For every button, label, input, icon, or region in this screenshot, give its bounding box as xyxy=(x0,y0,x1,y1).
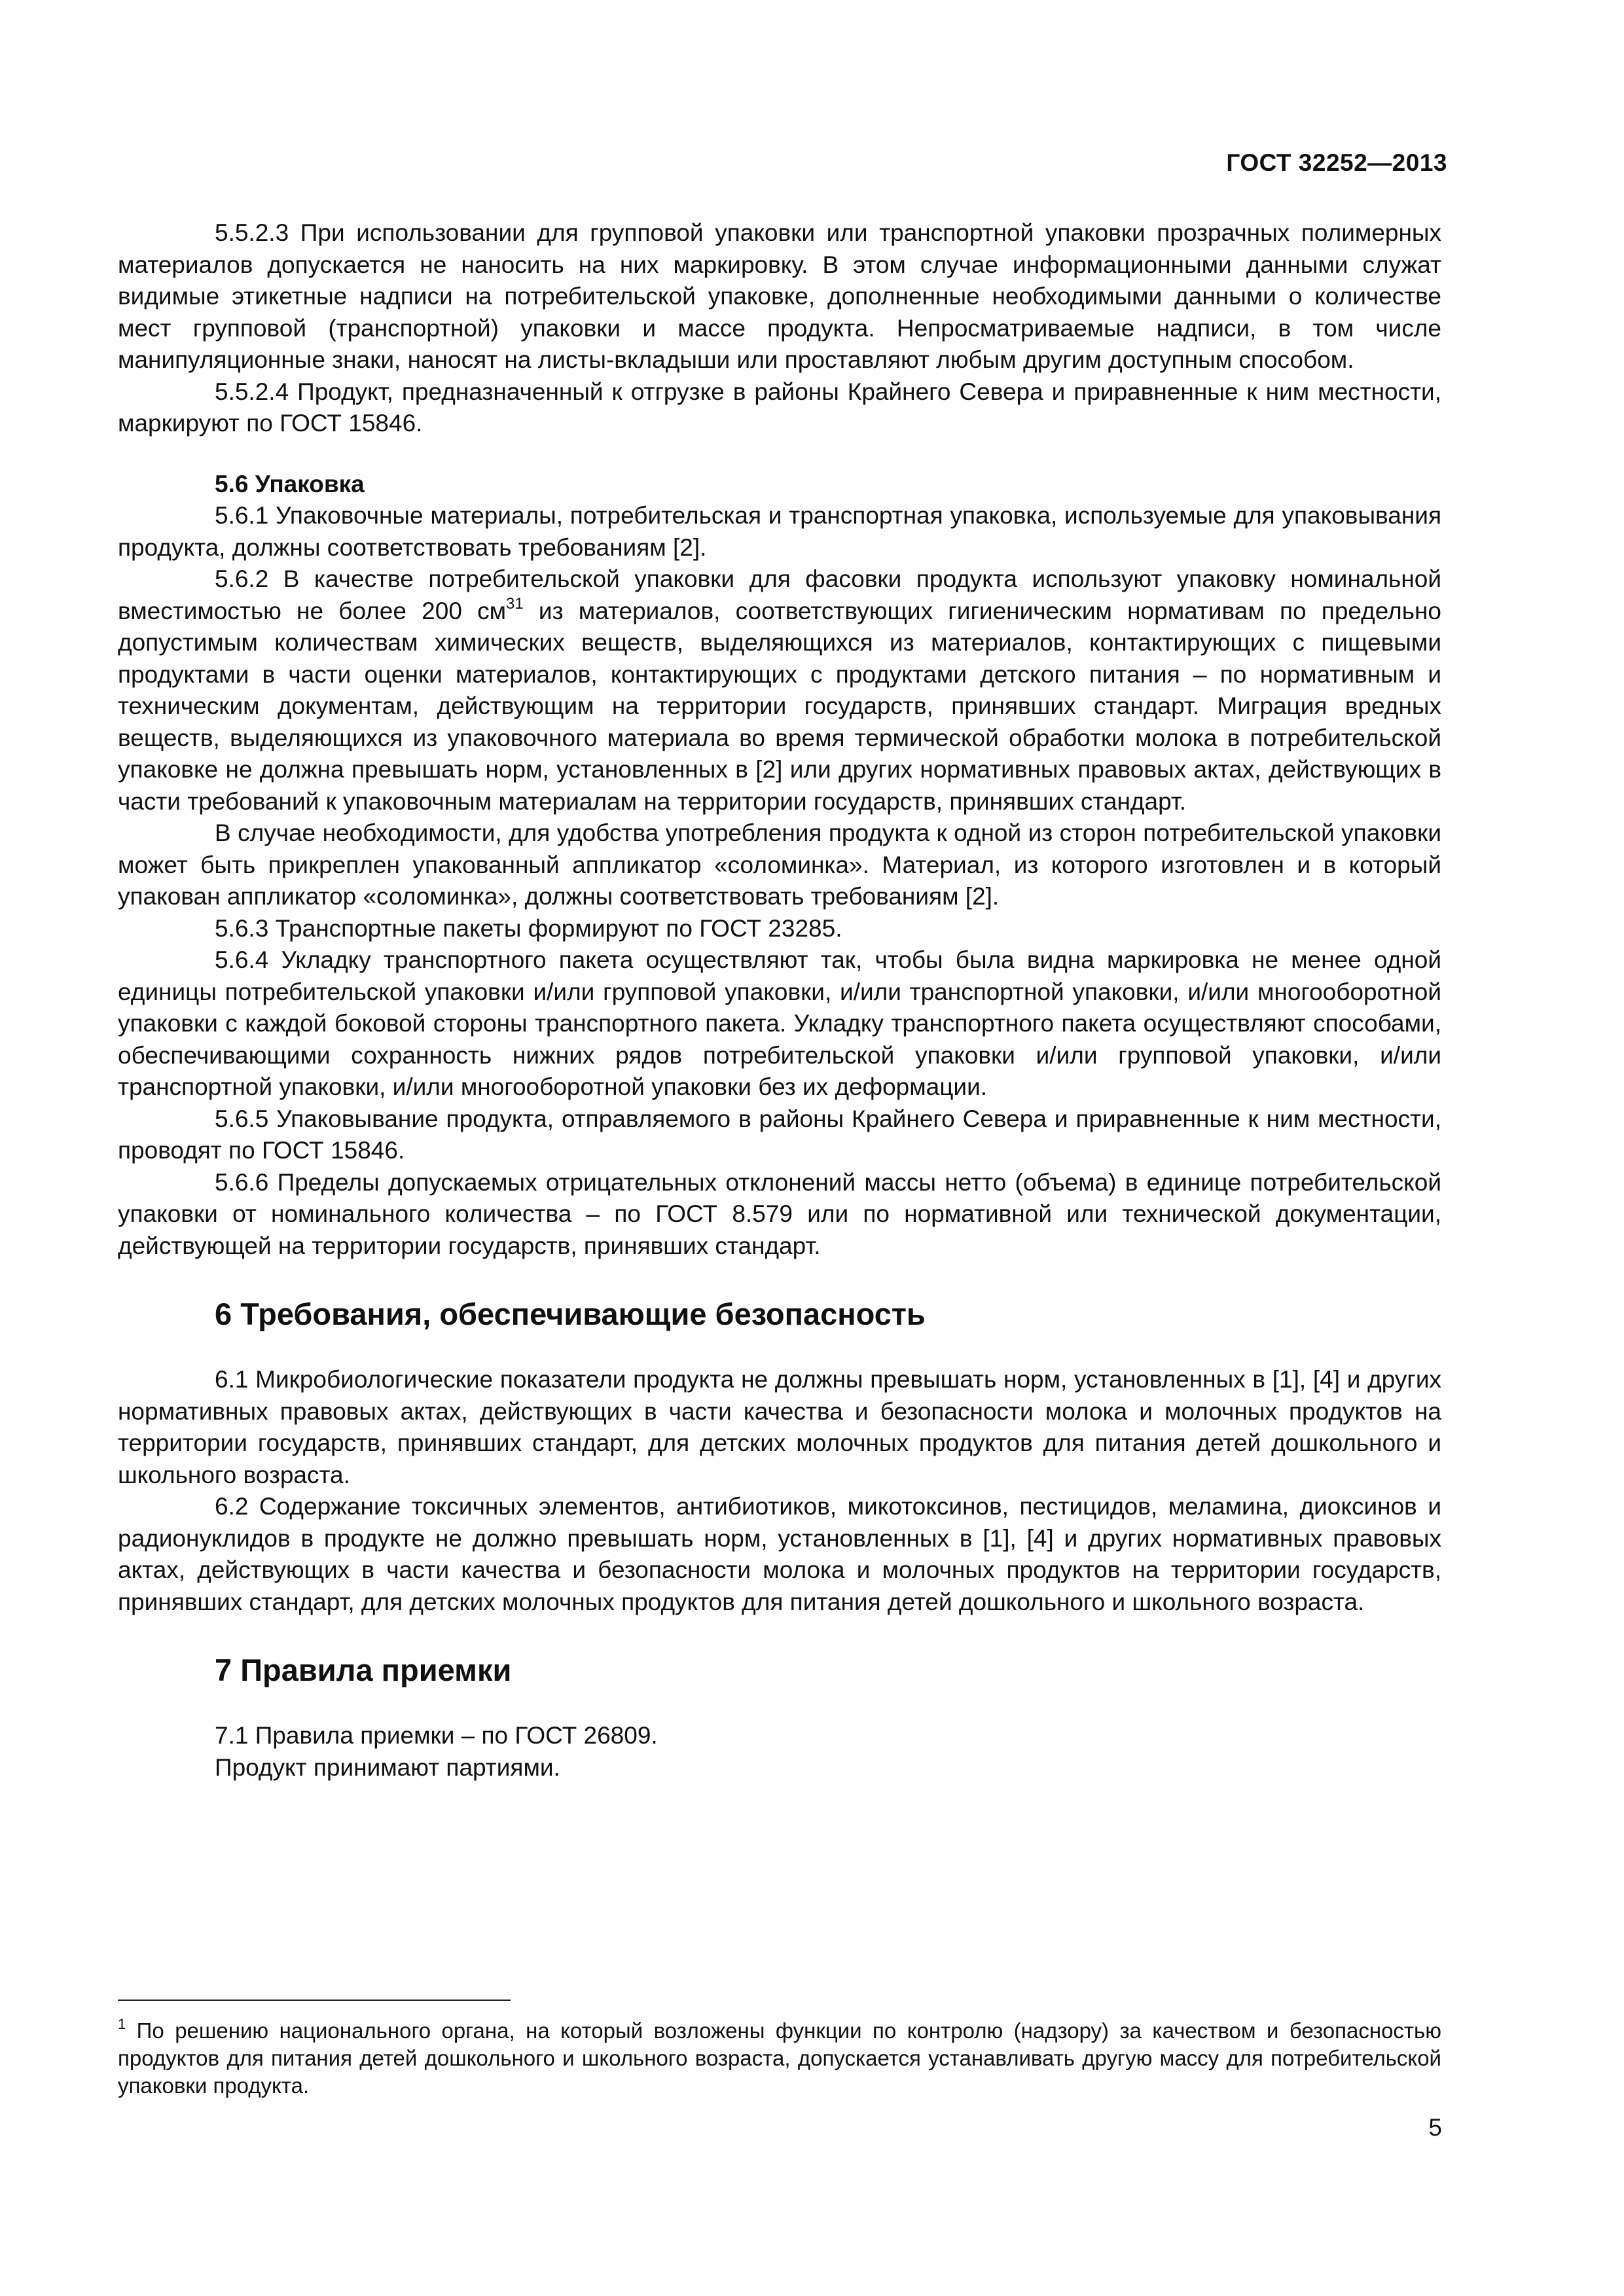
paragraph-5-6-3: 5.6.3 Транспортные пакеты формируют по ГОСТ 23285. xyxy=(215,914,842,942)
footnote-divider xyxy=(118,2000,511,2001)
footnote xyxy=(118,2017,1441,2100)
paragraph-5-6-1: 5.6.1 Упаковочные материалы, потребительская и транспортная упаковка, используемые для упаковывания продукта, должны соответствовать требованиям [2]. xyxy=(118,502,1441,561)
page-number: 5 xyxy=(1428,2114,1442,2141)
paragraph-5-6-2-straw: В случае необходимости, для удобства употребления продукта к одной из сторон потребительской упаковки может быть прикреплен упакованный аппликатор «соломинка». Материал, из которого изготовлен и в который упакован аппликатор «соломинка», должны соответствовать требованиям [2]. xyxy=(118,819,1441,910)
paragraph-7-1: 7.1 Правила приемки – по ГОСТ 26809. xyxy=(215,1722,658,1749)
subsection-heading-5-6: 5.6 Упаковка xyxy=(215,470,365,497)
document-header: ГОСТ 32252—2013 xyxy=(1226,149,1447,176)
paragraph-6-1: 6.1 Микробиологические показатели продукта не должны превышать норм, установленных в [1], [4] и других нормативных правовых актах, действующих в части качества и безопасности молока и молочных продуктов на территории государств, принявших стандарт, для детских молочных продуктов для питания детей дошкольного и школьного возраста. xyxy=(118,1366,1441,1488)
section-heading-6: 6 Требования, обеспечивающие безопасность xyxy=(215,1297,926,1331)
document-body xyxy=(118,217,1441,1784)
paragraph-5-5-2-3: 5.5.2.3 При использовании для групповой упаковки или транспортной упаковки прозрачных полимерных материалов допускается не наносить на них маркировку. В этом случае информационными данными служат видимые этикетные надписи на потребительской упаковке, дополненные необходимыми данными о количестве мест групповой (транспортной) упаковки и массе продукта. Непросматриваемые надписи, в том числе манипуляционные знаки, наносят на листы-вкладыши или проставляют любым другим доступным способом. xyxy=(118,219,1441,373)
section-heading-7: 7 Правила приемки xyxy=(215,1653,512,1687)
paragraph-5-6-2-rest: из материалов, соответствующих гигиеническим нормативам по предельно допустимым количествам химических веществ, выделяющихся из материалов, контактирующих с пищевыми продуктами в части оценки материалов, контактирующих с продуктами детского питания – по нормативным и техническим документам, действующим на территории государств, принявших стандарт. Миграция вредных веществ, выделяющихся из упаковочного материала во время термической обработки молока в потребительской упаковке не должна превышать норм, установленных в [2] или других нормативных правовых актах, действующих в части требований к упаковочным материалам на территории государств, принявших стандарт. xyxy=(118,597,1441,815)
footnote-text: По решению национального органа, на который возложены функции по контролю (надзору) за качеством и безопасностью продуктов для питания детей дошкольного и школьного возраста, допускается устанавливать другую массу для потребительской упаковки продукта. xyxy=(118,2018,1441,2098)
paragraph-5-6-2 xyxy=(118,564,1441,817)
paragraph-5-6-2-start: 5.6.2 В качестве потребительской упаковки для фасовки продукта используют упаковку номинальной вместимостью не более 200 см xyxy=(118,565,1441,624)
paragraph-5-6-5: 5.6.5 Упаковывание продукта, отправляемого в районы Крайнего Севера и приравненные к ним местности, проводят по ГОСТ 15846. xyxy=(118,1105,1441,1164)
paragraph-5-6-6: 5.6.6 Пределы допускаемых отрицательных отклонений массы нетто (объема) в единице потребительской упаковки от номинального количества – по ГОСТ 8.579 или по нормативной или технической документации, действующей на территории государств, принявших стандарт. xyxy=(118,1168,1441,1259)
superscript-footnote-ref: 31 xyxy=(506,594,524,613)
paragraph-7-1-partii: Продукт принимают партиями. xyxy=(215,1753,560,1781)
footnote-marker: 1 xyxy=(118,2016,126,2032)
paragraph-6-2: 6.2 Содержание токсичных элементов, антибиотиков, микотоксинов, пестицидов, меламина, диоксинов и радионуклидов в продукте не должно превышать норм, установленных в [1], [4] и других нормативных правовых актах, действующих в части качества и безопасности молока и молочных продуктов на территории государств, принявших стандарт, для детских молочных продуктов для питания детей дошкольного и школьного возраста. xyxy=(118,1493,1441,1615)
paragraph-5-6-4: 5.6.4 Укладку транспортного пакета осуществляют так, чтобы была видна маркировка не менее одной единицы потребительской упаковки и/или групповой упаковки, и/или транспортной упаковки, и/или многооборотной упаковки с каждой боковой стороны транспортного пакета. Укладку транспортного пакета осуществляют способами, обеспечивающими сохранность нижних рядов потребительской упаковки и/или групповой упаковки, и/или транспортной упаковки, и/или многооборотной упаковки без их деформации. xyxy=(118,946,1441,1100)
paragraph-5-5-2-4: 5.5.2.4 Продукт, предназначенный к отгрузке в районы Крайнего Севера и приравненные к ним местности, маркируют по ГОСТ 15846. xyxy=(118,378,1441,437)
